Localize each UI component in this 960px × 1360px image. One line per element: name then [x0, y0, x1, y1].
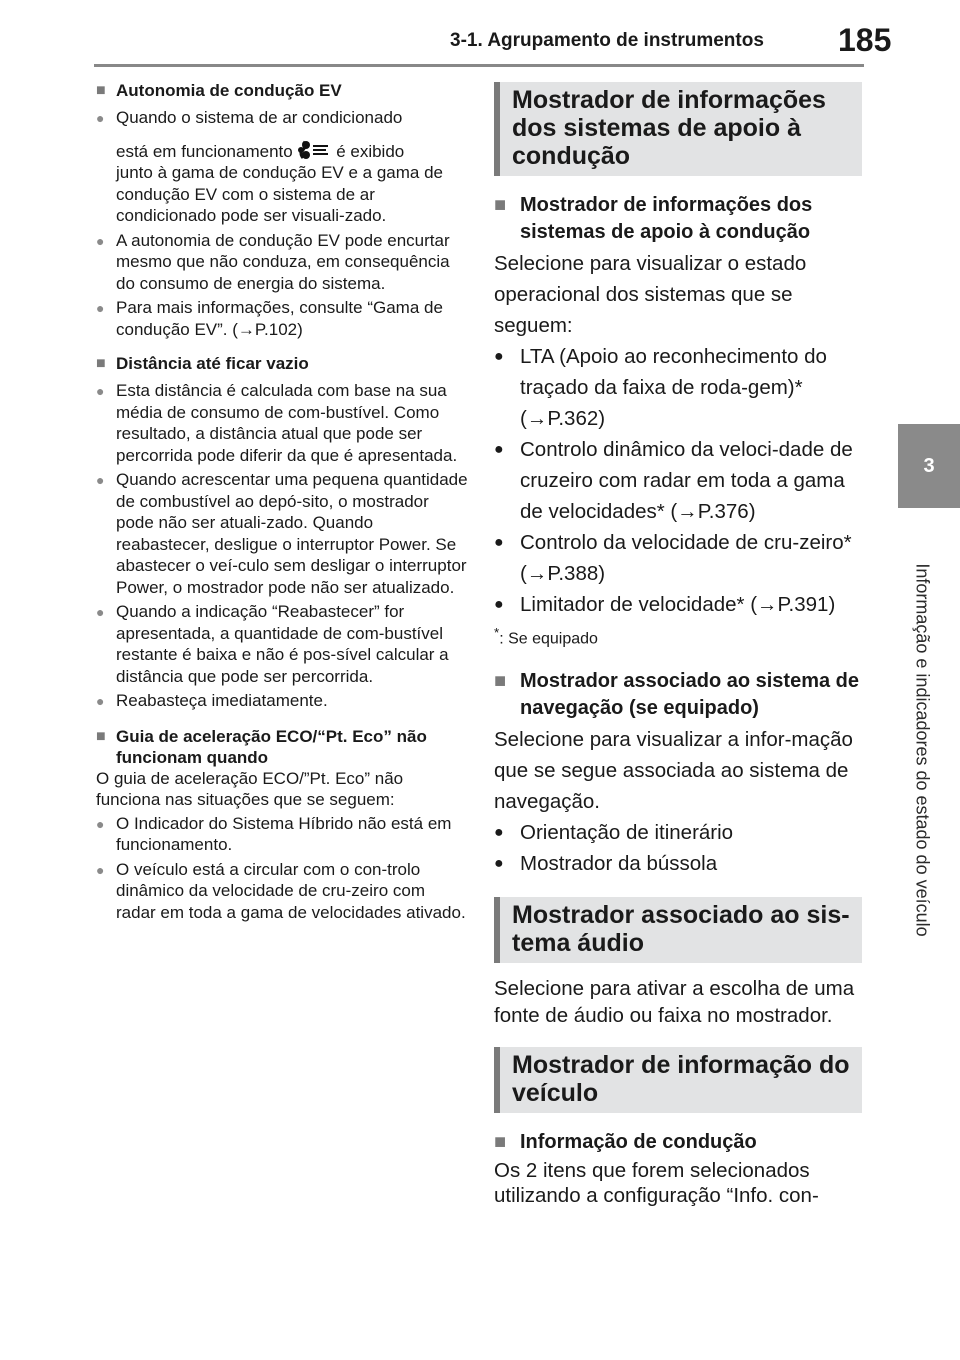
square-bullet-icon: ■: [494, 1131, 507, 1154]
list-item: ● Esta distância é calculada com base na sua média de consumo de com-bustível. Como resultado, a distância atual que pode ser percorrida pode diferir da que é apresentada.: [96, 381, 458, 465]
subsection-heading: ■ Mostrador associado ao sistema de navegação (se equipado): [494, 668, 862, 722]
page-number: 185: [838, 22, 892, 58]
list-item: ● O veículo está a circular com o con-trolo dinâmico da velocidade de cru-zeiro com radar em toda a gama de velocidades ativado.: [96, 859, 466, 922]
air-conditioning-fan-icon: [297, 138, 331, 162]
page-header-title: 3-1. Agrupamento de instrumentos: [450, 30, 764, 51]
section-banner: Mostrador associado ao sis-tema áudio: [494, 897, 862, 963]
circle-bullet-icon: ●: [96, 815, 105, 832]
list-item: ● A autonomia de condução EV pode encurtar mesmo que não conduza, em consequência do consumo de energia do sistema.: [96, 230, 450, 293]
paragraph: Selecione para visualizar a infor-mação que se segue associada ao sistema de navegação.: [494, 728, 853, 814]
header-divider: [94, 64, 864, 67]
circle-bullet-icon: ●: [96, 383, 105, 399]
list-item: ● Quando acrescentar uma pequena quantidade de combustível ao depó-sito, o mostrador pode não ser atuali-zado. Quando reabastecer, desligue o interruptor Power. Se abastecer o veí-culo sem desligar o interruptor Power, o mostrador pode não ser atualizado.: [96, 470, 468, 597]
left-column: [96, 80, 468, 926]
section-banner: Mostrador de informações dos sistemas de apoio à condução: [494, 82, 862, 176]
square-bullet-icon: ■: [96, 727, 106, 745]
circle-bullet-icon: ●: [96, 300, 105, 316]
paragraph: Selecione para visualizar o estado operacional dos sistemas que se seguem:: [494, 252, 807, 337]
circle-bullet-icon: ●: [96, 472, 105, 488]
chapter-tab: [898, 424, 960, 508]
circle-bullet-icon: ●: [494, 348, 504, 365]
chapter-side-title: [912, 520, 952, 980]
list-item: ● LTA (Apoio ao reconhecimento do traçado da faixa de roda-gem)* (→P.362): [494, 341, 862, 434]
square-bullet-icon: ■: [96, 355, 106, 372]
list-item: ● Limitador de velocidade* (→P.391): [494, 589, 862, 620]
list-item: ● Mostrador da bússola: [494, 848, 862, 879]
circle-bullet-icon: ●: [494, 596, 504, 613]
list-item: ● Para mais informações, consulte “Gama de condução EV”. (→P.102): [96, 298, 443, 339]
list-item: ● Quando a indicação “Reabastecer” for apresentada, a quantidade de com-bustível restante é baixa e não é pos-sível calcular a distância que pode ser percorrida.: [96, 602, 449, 686]
list-item: ● Quando o sistema de ar condicionado está em funcionamento é exibido junto à gama de condução EV e a gama de condução EV com o sistema de ar condicionado pode ser visuali-zado.: [96, 108, 444, 225]
circle-bullet-icon: ●: [96, 861, 105, 878]
circle-bullet-icon: ●: [494, 534, 504, 551]
paragraph: Selecione para ativar a escolha de uma fonte de áudio ou faixa no mostrador.: [494, 977, 855, 1028]
list-item: ● Controlo dinâmico da veloci-dade de cruzeiro com radar em toda a gama de velocidades* (→P.376): [494, 434, 862, 527]
chapter-side-title-text: Informação e indicadores do estado do veículo: [912, 563, 933, 937]
list-item: ● Orientação de itinerário: [494, 817, 862, 848]
subsection-heading: ■ Mostrador de informações dos sistemas de apoio à condução: [494, 192, 862, 246]
circle-bullet-icon: ●: [96, 604, 105, 620]
subsection-heading: ■ Informação de condução: [494, 1129, 862, 1156]
section-heading: ■ Distância até ficar vazio: [96, 354, 309, 373]
circle-bullet-icon: ●: [494, 855, 504, 873]
section-heading: ■ Guia de aceleração ECO/“Pt. Eco” não funcionam quando: [96, 726, 427, 767]
chapter-tab-number: 3: [923, 454, 935, 477]
square-bullet-icon: ■: [96, 82, 106, 99]
paragraph: Os 2 itens que forem selecionados utilizando a configuração “Info. con-: [494, 1159, 819, 1208]
list-item: ● O Indicador do Sistema Híbrido não está em funcionamento.: [96, 813, 452, 854]
footnote: *: Se equipado: [494, 625, 598, 648]
circle-bullet-icon: ●: [494, 441, 504, 458]
square-bullet-icon: ■: [494, 670, 507, 693]
circle-bullet-icon: ●: [96, 232, 105, 249]
square-bullet-icon: ■: [494, 194, 507, 216]
list-item: ● Controlo da velocidade de cru-zeiro* (→P.388): [494, 527, 862, 589]
list-item: ● Reabasteça imediatamente.: [96, 690, 468, 713]
paragraph: O guia de aceleração ECO/”Pt. Eco” não funciona nas situações que se seguem:: [96, 768, 404, 809]
circle-bullet-icon: ●: [494, 824, 504, 842]
section-heading: ■ Autonomia de condução EV: [96, 81, 342, 100]
section-banner: Mostrador de informação do veículo: [494, 1047, 862, 1113]
circle-bullet-icon: ●: [96, 110, 105, 126]
right-column: [494, 82, 862, 1208]
circle-bullet-icon: ●: [96, 693, 105, 709]
